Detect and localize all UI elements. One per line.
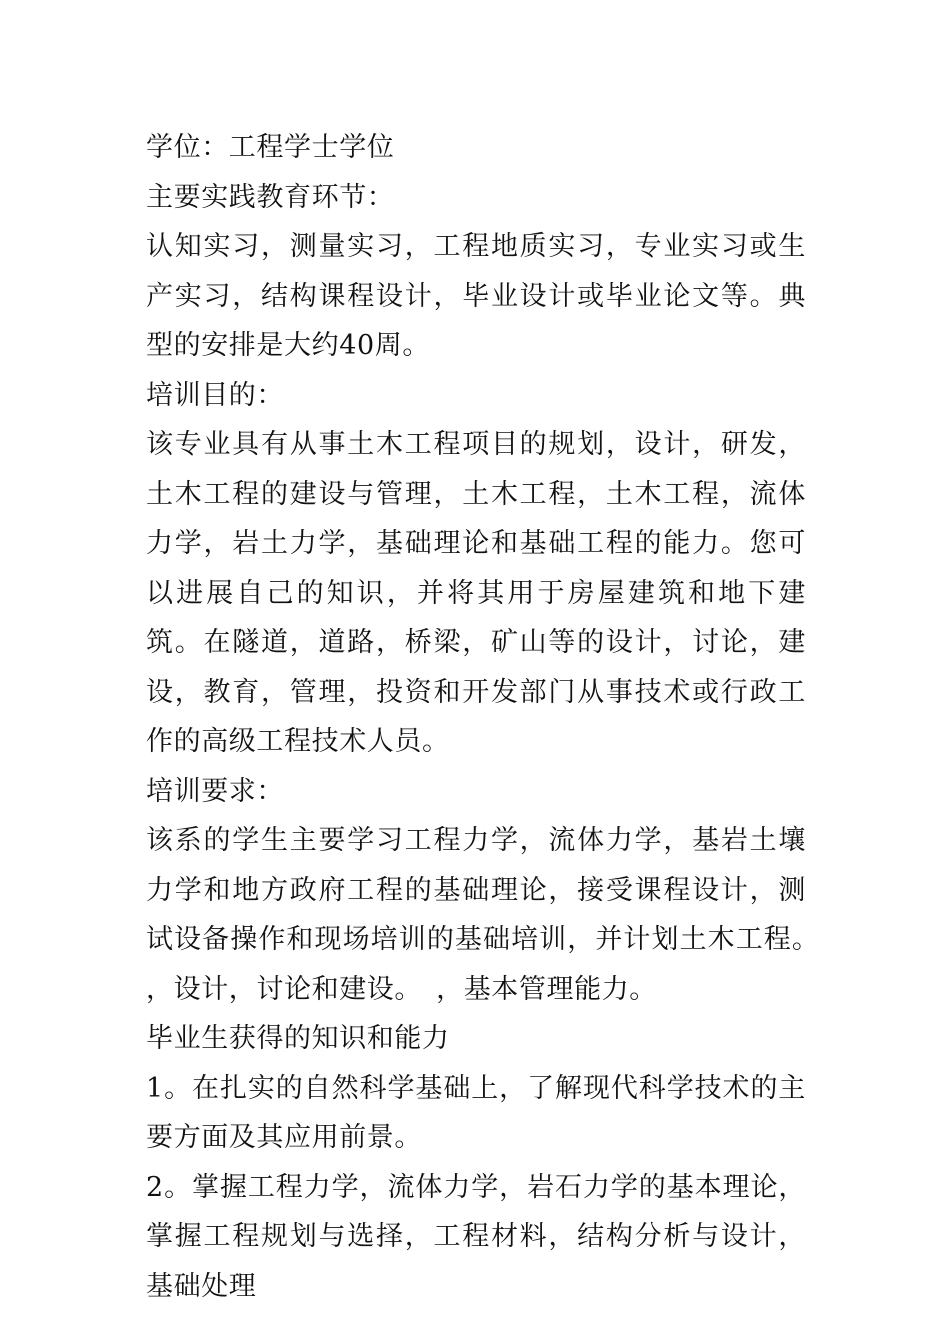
training-requirement-heading: 培训要求： — [146, 775, 284, 807]
practice-paragraph: 认知实习，测量实习，工程地质实习，专业实习或生产实习，结构课程设计，毕业设计或毕业论文等。典型的安排是大约40周。 — [146, 231, 806, 361]
practice-heading: 主要实践教育环节： — [146, 181, 395, 213]
ability-item-2: 2。掌握工程力学，流体力学，岩石力学的基本理论，掌握工程规划与选择，工程材料，结构分析与设计，基础处理 — [146, 1171, 806, 1302]
graduate-abilities-heading: 毕业生获得的知识和能力 — [146, 1023, 450, 1054]
training-goal-heading: 培训目的： — [146, 379, 284, 411]
degree-line: 学位：工程学士学位 — [146, 132, 395, 163]
document-body — [146, 123, 834, 1311]
ability-item-1: 1。在扎实的自然科学基础上，了解现代科学技术的主要方面及其应用前景。 — [146, 1072, 806, 1153]
training-requirement-paragraph: 该系的学生主要学习工程力学，流体力学，基岩土壤力学和地方政府工程的基础理论，接受课程设计，测试设备操作和现场培训的基础培训，并计划土木工程。 ，设计，讨论和建设。 ，基本管理能力。 — [146, 825, 834, 1005]
training-goal-paragraph: 该专业具有从事土木工程项目的规划，设计，研发，土木工程的建设与管理，土木工程，土木工程，流体力学，岩土力学，基础理论和基础工程的能力。您可以进展自己的知识，并将其用于房屋建筑和地下建筑。在隧道，道路，桥梁，矿山等的设计，讨论，建设，教育，管理，投资和开发部门从事技术或行政工作的高级工程技术人员。 — [146, 429, 806, 757]
